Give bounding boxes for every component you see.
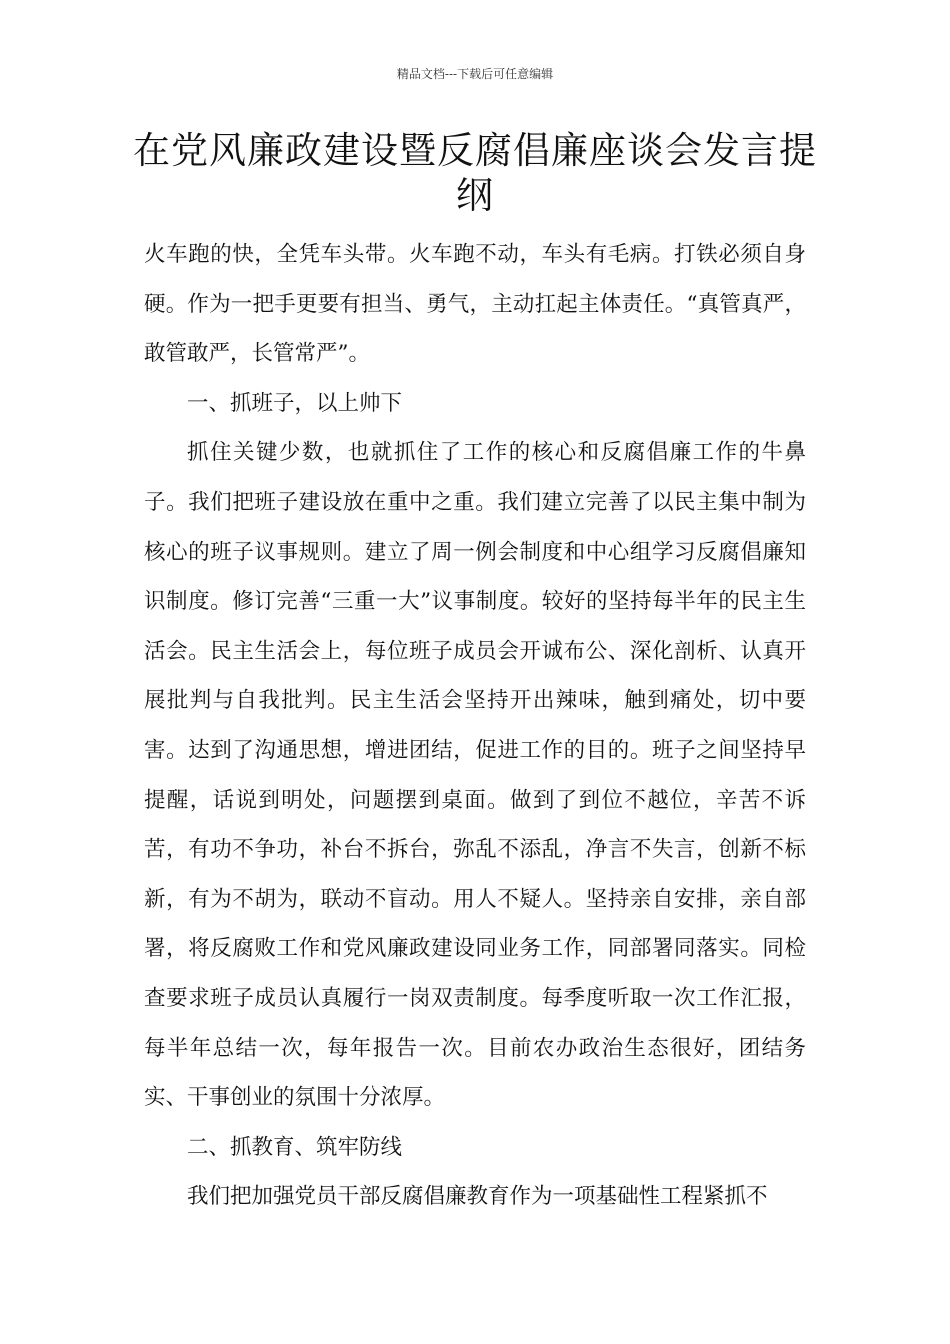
paragraph-section-2: 我们把加强党员干部反腐倡廉教育作为一项基础性工程紧抓不 <box>187 1184 768 1210</box>
paragraph-opening: 火车跑的快，全凭车头带。火车跑不动，车头有毛病。打铁必须自身硬。作为一把手更要有担当、勇气，主动扛起主体责任。“真管真严，敢管敢严，长管常严”。 <box>144 242 806 367</box>
header-note: 精品文档---下载后可任意编辑 <box>396 67 554 81</box>
section-heading-1: 一、抓班子，以上帅下 <box>187 390 403 416</box>
document-body <box>144 230 806 1222</box>
paragraph-section-1: 抓住关键少数，也就抓住了工作的核心和反腐倡廉工作的牛鼻子。我们把班子建设放在重中之重。我们建立完善了以民主集中制为核心的班子议事规则。建立了周一例会制度和中心组学习反腐倡廉知识制度。修订完善“三重一大”议事制度。较好的坚持每半年的民主生活会。民主生活会上，每位班子成员会开诚布公、深化剖析、认真开展批判与自我批判。民主生活会坚持开出辣味，触到痛处，切中要害。达到了沟通思想，增进团结，促进工作的目的。班子之间坚持早提醒，话说到明处，问题摆到桌面。做到了到位不越位，辛苦不诉苦，有功不争功，补台不拆台，弥乱不添乱，净言不失言，创新不标新，有为不胡为，联动不盲动。用人不疑人。坚持亲自安排，亲自部署，将反腐败工作和党风廉政建设同业务工作，同部署同落实。同检查要求班子成员认真履行一岗双责制度。每季度听取一次工作汇报，每半年总结一次，每年报告一次。目前农办政治生态很好，团结务实、干事创业的氛围十分浓厚。 <box>144 440 806 1111</box>
section-heading-2: 二、抓教育、筑牢防线 <box>187 1134 403 1160</box>
document-title: 在党风廉政建设暨反腐倡廉座谈会发言提纲 <box>133 129 817 217</box>
